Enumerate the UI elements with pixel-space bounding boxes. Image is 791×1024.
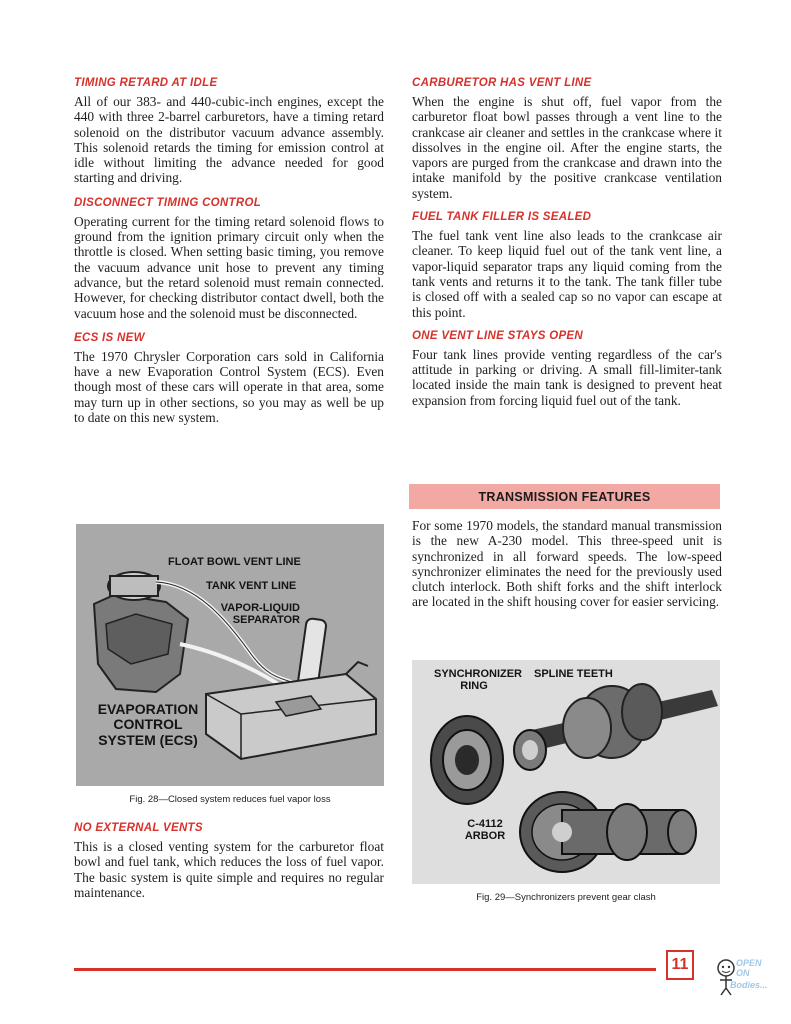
watermark-text-top: OPEN ON	[736, 958, 762, 978]
section-heading-ecs-new: ECS IS NEW	[74, 331, 145, 344]
label-synchronizer-ring: SYNCHRONIZER RING	[434, 668, 523, 693]
right-column-transmission	[412, 518, 722, 618]
label-tank-vent-line: TANK VENT LINE	[206, 580, 297, 592]
figure-28-caption: Fig. 28—Closed system reduces fuel vapor loss	[129, 794, 331, 805]
section-text-transmission: For some 1970 models, the standard manual transmission is the new A-230 model. This three-speed unit is synchronized in all forward speeds. The low-speed synchronizer eliminates the need for the previously used clutch interlock. Both shift forks and the shift interlock are located in the shift housing cover for easier servicing.	[412, 518, 722, 610]
section-heading-disconnect-timing: DISCONNECT TIMING CONTROL	[74, 196, 262, 209]
section-text-fuel-tank-filler: The fuel tank vent line also leads to the crankcase air cleaner. To keep liquid fuel out of the tank vent line, a vapor-liquid separator traps any liquid coming from the tank vents and returns it to the tank. The tank filler tube is closed off with a sealed cap so no vapor can escape at this point.	[412, 228, 722, 320]
section-text-ecs-new: The 1970 Chrysler Corporation cars sold in California have a new Evaporation Control System (ECS). Even though most of these cars will operate in that area, some may turn up in other sections, so you may as well be up to date on this new system.	[74, 348, 384, 426]
section-heading-fuel-tank-filler: FUEL TANK FILLER IS SEALED	[412, 211, 592, 224]
label-spline-teeth: SPLINE TEETH	[534, 668, 613, 680]
figure-28-photo	[76, 524, 384, 786]
section-heading-timing-retard: TIMING RETARD AT IDLE	[74, 77, 218, 89]
transmission-features-banner: TRANSMISSION FEATURES	[409, 484, 720, 509]
watermark-logo	[716, 958, 766, 996]
left-column-lower	[74, 822, 384, 908]
section-text-no-external-vents: This is a closed venting system for the carburetor float bowl and fuel tank, which reduces the loss of fuel vapor. The basic system is quite simple and requires no regular maintenance.	[74, 839, 384, 900]
section-heading-no-external-vents: NO EXTERNAL VENTS	[74, 822, 203, 834]
section-text-one-vent-line: Four tank lines provide venting regardless of the car's attitude in parking or driving. A small fill-limiter-tank located inside the main tank is designed to prevent heat expansion from forcing liquid fuel out of the tank.	[412, 346, 722, 408]
section-text-timing-retard: All of our 383- and 440-cubic-inch engines, except the 440 with three 2-barrel carburetors, have a timing retard solenoid on the distributor vacuum advance assembly. This solenoid retards the timing for emission control at idle without limiting the advance needed for good starting and driving.	[74, 94, 384, 186]
label-float-bowl-vent-line: FLOAT BOWL VENT LINE	[168, 556, 301, 568]
section-heading-one-vent-line: ONE VENT LINE STAYS OPEN	[412, 329, 583, 342]
synchronizer-gears-illustration	[412, 660, 720, 884]
watermark-text-bottom: Bodies...	[730, 980, 768, 990]
section-text-disconnect-timing: Operating current for the timing retard solenoid flows to ground from the ignition primary circuit only when the throttle is closed. When setting basic timing, you remove the vacuum advance unit hose to prevent any timing advance, but the retard solenoid must remain connected. However, for checking distributor contact dwell, both the vacuum hose and the solenoid must be disconnected.	[74, 213, 384, 321]
label-vapor-liquid-separator: VAPOR-LIQUID SEPARATOR	[220, 602, 300, 627]
section-heading-carburetor-vent: CARBURETOR HAS VENT LINE	[412, 77, 592, 89]
section-text-carburetor-vent: When the engine is shut off, fuel vapor from the carburetor float bowl passes through a vent line to the crankcase air cleaner and settles in the crankcase where it dissolves in the engine oil. After the engine starts, the vapors are purged from the crankcase and drawn into the intake manifold by the positive crankcase ventilation system.	[412, 94, 722, 201]
figure-29-caption: Fig. 29—Synchronizers prevent gear clash	[476, 892, 656, 903]
footer-rule	[74, 968, 656, 971]
figure-29-photo	[412, 660, 720, 884]
label-ecs-title: EVAPORATION CONTROL SYSTEM (ECS)	[97, 701, 199, 748]
left-column	[74, 77, 384, 433]
page-number: 11	[666, 950, 694, 980]
right-column	[412, 77, 722, 416]
label-c4112-arbor: C-4112 ARBOR	[464, 818, 506, 843]
